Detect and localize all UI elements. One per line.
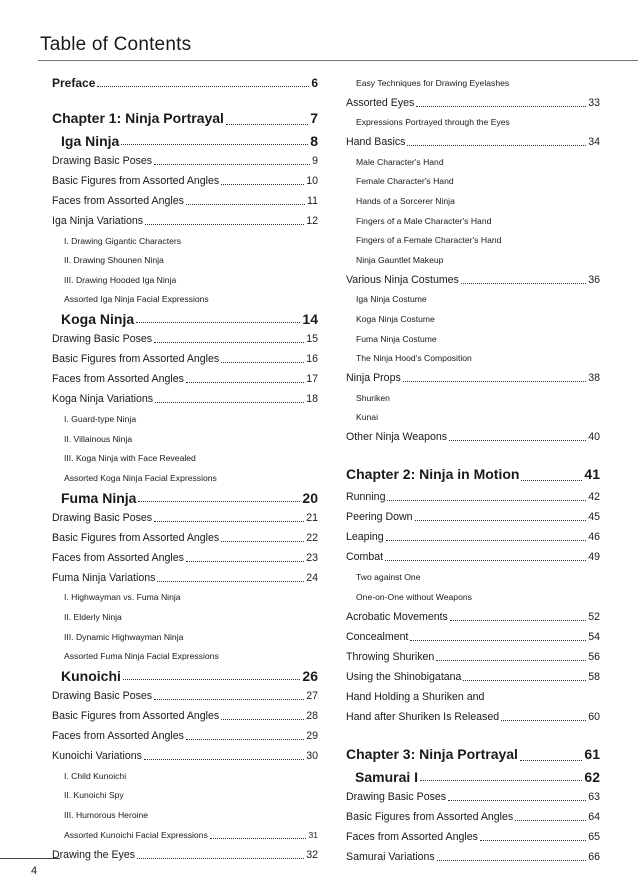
toc-entry-label: Fingers of a Female Character's Hand — [356, 235, 502, 246]
toc-entry-label: Kunoichi — [61, 668, 121, 685]
toc-entry — [346, 807, 600, 827]
dot-leader — [186, 560, 304, 562]
dot-leader — [385, 559, 586, 561]
toc-entry-page: 45 — [588, 511, 600, 524]
dot-leader — [449, 439, 586, 441]
dot-leader — [138, 500, 300, 502]
toc-entry-page: 7 — [310, 110, 318, 126]
toc-entry — [52, 508, 318, 528]
toc-entry-label: I. Child Kunoichi — [64, 770, 127, 781]
toc-entry-page: 33 — [588, 96, 600, 109]
toc-entry-label: Koga Ninja Costume — [356, 313, 435, 324]
dot-leader — [461, 282, 586, 284]
toc-entry-label: Basic Figures from Assorted Angles — [346, 810, 514, 823]
toc-entry — [346, 172, 600, 192]
toc-entry-page: 28 — [306, 710, 318, 723]
toc-entry-label: Drawing Basic Poses — [52, 690, 153, 703]
toc-entry — [52, 528, 318, 548]
toc-entry-page: 34 — [588, 136, 600, 149]
toc-entry — [52, 746, 318, 766]
toc-entry — [346, 250, 600, 270]
toc-entry-label: Fuma Ninja — [61, 489, 137, 506]
toc-entry — [52, 488, 318, 508]
toc-entry — [346, 587, 600, 607]
dot-leader — [154, 341, 304, 343]
toc-entry — [346, 211, 600, 231]
toc-entry — [52, 329, 318, 349]
dot-leader — [386, 539, 586, 541]
dot-leader — [186, 738, 304, 740]
toc-entry — [346, 270, 600, 290]
toc-entry-page: 66 — [588, 850, 600, 863]
toc-left-column — [52, 73, 318, 865]
dot-leader — [480, 839, 586, 841]
toc-right-column — [346, 73, 600, 867]
toc-entry-label: Easy Techniques for Drawing Eyelashes — [356, 77, 510, 88]
dot-leader — [420, 779, 582, 781]
toc-entry-page: 8 — [310, 133, 318, 149]
toc-entry-label: Hand Holding a Shuriken and — [346, 690, 485, 703]
toc-entry — [52, 548, 318, 568]
dot-leader — [448, 799, 586, 801]
toc-entry-page: 23 — [306, 551, 318, 564]
toc-entry-label: Preface — [52, 76, 96, 90]
dot-leader — [154, 698, 304, 700]
toc-entry — [346, 290, 600, 310]
toc-entry — [52, 211, 318, 231]
toc-entry-label: Iga Ninja Costume — [356, 294, 427, 305]
toc-entry-label: Throwing Shuriken — [346, 650, 435, 663]
toc-entry-label: Fuma Ninja Variations — [52, 571, 156, 584]
toc-entry — [52, 270, 318, 290]
toc-entry-label: Male Character's Hand — [356, 156, 444, 167]
toc-entry-label: Combat — [346, 551, 384, 564]
toc-entry — [52, 389, 318, 409]
toc-entry — [346, 647, 600, 667]
dot-leader — [145, 223, 304, 225]
toc-entry-label: I. Guard-type Ninja — [64, 413, 137, 424]
toc-entry-label: Faces from Assorted Angles — [346, 830, 478, 843]
toc-entry — [52, 151, 318, 171]
toc-entry-label: Koga Ninja — [61, 311, 135, 328]
toc-entry-label: Kunoichi Variations — [52, 750, 142, 763]
toc-entry-label: Leaping — [346, 531, 384, 544]
toc-entry — [346, 687, 600, 707]
toc-entry-page: 27 — [306, 690, 318, 703]
toc-entry — [346, 231, 600, 251]
toc-entry-label: Assorted Fuma Ninja Facial Expressions — [64, 651, 219, 662]
toc-entry-page: 26 — [302, 668, 318, 685]
toc-entry-label: Kunai — [356, 412, 378, 423]
toc-entry — [52, 845, 318, 865]
toc-entry-page: 14 — [302, 311, 318, 328]
dot-leader — [136, 321, 300, 323]
toc-entry — [52, 588, 318, 608]
dot-leader — [416, 105, 586, 107]
toc-entry — [52, 290, 318, 310]
toc-entry-label: Chapter 2: Ninja in Motion — [346, 466, 520, 483]
dot-leader — [436, 659, 586, 661]
toc-entry-page: 49 — [588, 551, 600, 564]
toc-entry — [52, 686, 318, 706]
toc-entry-label: Assorted Koga Ninja Facial Expressions — [64, 472, 217, 483]
toc-entry-label: Fuma Ninja Costume — [356, 333, 437, 344]
toc-entry-page: 41 — [584, 466, 600, 483]
toc-entry-label: II. Villainous Ninja — [64, 433, 133, 444]
toc-entry — [346, 388, 600, 408]
dot-leader — [154, 520, 304, 522]
toc-entry-page: 24 — [306, 571, 318, 584]
toc-entry — [52, 309, 318, 329]
toc-entry-label: Basic Figures from Assorted Angles — [52, 710, 220, 723]
toc-entry — [52, 171, 318, 191]
toc-entry-page: 46 — [588, 531, 600, 544]
toc-entry — [346, 487, 600, 507]
toc-entry-page: 22 — [306, 531, 318, 544]
toc-entry-label: Drawing Basic Poses — [52, 155, 153, 167]
toc-entry — [346, 547, 600, 567]
toc-entry — [346, 527, 600, 547]
toc-entry-page: 56 — [588, 650, 600, 663]
dot-leader — [403, 380, 586, 382]
page-title: Table of Contents — [40, 34, 192, 55]
toc-entry — [52, 409, 318, 429]
toc-entry-page: 15 — [306, 333, 318, 346]
toc-entry — [52, 766, 318, 786]
toc-entry-label: Assorted Iga Ninja Facial Expressions — [64, 294, 209, 305]
toc-entry — [346, 507, 600, 527]
toc-entry-page: 40 — [588, 431, 600, 444]
dot-leader — [137, 857, 304, 859]
toc-entry-label: I. Drawing Gigantic Characters — [64, 235, 182, 246]
toc-entry-page: 11 — [307, 195, 318, 207]
dot-leader — [520, 759, 582, 761]
toc-entry — [346, 827, 600, 847]
toc-entry — [52, 627, 318, 647]
dot-leader — [515, 819, 586, 821]
toc-entry-page: 29 — [306, 730, 318, 743]
toc-entry-label: Hands of a Sorcerer Ninja — [356, 195, 455, 206]
toc-entry — [52, 726, 318, 746]
toc-entry-label: Hand after Shuriken Is Released — [346, 710, 500, 723]
toc-entry-page: 54 — [588, 630, 600, 643]
dot-leader — [155, 401, 304, 403]
toc-entry-label: III. Drawing Hooded Iga Ninja — [64, 274, 177, 285]
toc-entry-label: Basic Figures from Assorted Angles — [52, 175, 220, 187]
toc-entry — [346, 368, 600, 388]
toc-entry — [52, 825, 318, 845]
toc-entry-label: Peering Down — [346, 511, 413, 524]
toc-entry — [346, 132, 600, 152]
dot-leader — [463, 679, 586, 681]
dot-leader — [221, 361, 304, 363]
toc-entry — [346, 427, 600, 447]
toc-entry — [52, 429, 318, 449]
toc-entry-page: 42 — [588, 491, 600, 504]
toc-entry-label: II. Elderly Ninja — [64, 611, 122, 622]
toc-entry — [346, 787, 600, 807]
toc-entry-label: One-on-One without Weapons — [356, 591, 472, 602]
toc-entry — [52, 468, 318, 488]
title-rule — [38, 60, 638, 61]
dot-leader — [221, 183, 304, 185]
toc-entry-label: Shuriken — [356, 392, 390, 403]
dot-leader — [407, 144, 586, 146]
toc-entry — [346, 73, 600, 93]
toc-entry-label: Koga Ninja Variations — [52, 393, 154, 406]
toc-entry-label: Expressions Portrayed through the Eyes — [356, 117, 510, 128]
toc-entry-label: Drawing the Eyes — [52, 848, 136, 861]
toc-entry-page: 63 — [588, 790, 600, 803]
dot-leader — [521, 479, 582, 481]
toc-entry-page: 16 — [306, 353, 318, 366]
toc-entry — [346, 667, 600, 687]
page-number-footer — [0, 858, 60, 877]
toc-entry-page: 21 — [306, 511, 318, 524]
dot-leader — [144, 758, 304, 760]
toc-entry — [346, 93, 600, 113]
toc-entry-label: Assorted Kunoichi Facial Expressions — [64, 829, 208, 840]
toc-entry-label: III. Humorous Heroine — [64, 809, 149, 820]
toc-entry — [52, 449, 318, 469]
toc-entry-label: Fingers of a Male Character's Hand — [356, 215, 492, 226]
toc-entry-page: 10 — [306, 175, 318, 187]
page-number: 4 — [31, 865, 38, 877]
toc-entry-label: Drawing Basic Poses — [52, 511, 153, 524]
toc-entry — [52, 251, 318, 271]
dot-leader — [157, 580, 304, 582]
dot-leader — [221, 718, 304, 720]
toc-entry-label: Chapter 3: Ninja Portrayal — [346, 745, 518, 762]
dot-leader — [450, 619, 586, 621]
toc-entry-page: 60 — [588, 710, 600, 723]
dot-leader — [210, 837, 307, 839]
toc-entry-page: 38 — [588, 372, 600, 385]
toc-entry-page: 6 — [311, 76, 318, 90]
toc-entry-page: 58 — [588, 670, 600, 683]
toc-entry-page: 36 — [588, 273, 600, 286]
toc-entry-page: 12 — [306, 215, 318, 227]
toc-entry-label: Basic Figures from Assorted Angles — [52, 531, 220, 544]
toc-entry — [52, 73, 318, 93]
dot-leader — [387, 499, 586, 501]
toc-entry-label: Acrobatic Movements — [346, 610, 448, 623]
toc-entry-label: Using the Shinobigatana — [346, 670, 462, 683]
toc-entry-label: Two against One — [356, 571, 421, 582]
toc-entry-label: II. Drawing Shounen Ninja — [64, 255, 164, 266]
toc-entry — [346, 847, 600, 867]
dot-leader — [186, 381, 304, 383]
toc-entry-label: Drawing Basic Poses — [52, 333, 153, 346]
dot-leader — [123, 678, 301, 680]
toc-entry-page: 9 — [312, 155, 318, 167]
dot-leader — [221, 540, 304, 542]
toc-entry-label: Female Character's Hand — [356, 176, 454, 187]
toc-entry — [346, 329, 600, 349]
toc-entry — [52, 607, 318, 627]
toc-entry-label: I. Highwayman vs. Fuma Ninja — [64, 592, 181, 603]
toc-entry-label: Faces from Assorted Angles — [52, 730, 184, 743]
toc-entry-label: Basic Figures from Assorted Angles — [52, 353, 220, 366]
toc-entry-page: 20 — [302, 489, 318, 506]
toc-entry-label: The Ninja Hood's Composition — [356, 353, 472, 364]
toc-entry-page: 31 — [308, 829, 318, 840]
toc-entry-label: II. Kunoichi Spy — [64, 790, 124, 801]
toc-entry-label: III. Koga Ninja with Face Revealed — [64, 453, 196, 464]
toc-entry-label: Iga Ninja Variations — [52, 215, 144, 227]
toc-entry — [52, 568, 318, 588]
toc-entry-label: Iga Ninja — [61, 133, 120, 149]
toc-entry-page: 32 — [306, 848, 318, 861]
toc-entry-label: Hand Basics — [346, 136, 406, 149]
toc-entry-page: 64 — [588, 810, 600, 823]
toc-entry — [346, 767, 600, 787]
toc-entry-label: Faces from Assorted Angles — [52, 195, 184, 207]
toc-entry-label: Faces from Assorted Angles — [52, 373, 184, 386]
dot-leader — [437, 859, 586, 861]
toc-entry — [346, 461, 600, 487]
toc-entry-label: Drawing Basic Poses — [346, 790, 447, 803]
toc-entry-label: Concealment — [346, 630, 409, 643]
toc-entry-label: Assorted Eyes — [346, 96, 415, 109]
dot-leader — [415, 519, 587, 521]
dot-leader — [186, 203, 305, 205]
toc-entry — [52, 647, 318, 667]
toc-entry — [346, 152, 600, 172]
toc-entry — [346, 707, 600, 727]
toc-entry-page: 61 — [584, 745, 600, 762]
toc-entry-label: Ninja Gauntlet Makeup — [356, 254, 444, 265]
toc-entry-page: 65 — [588, 830, 600, 843]
dot-leader — [501, 719, 586, 721]
toc-entry-page: 52 — [588, 610, 600, 623]
toc-entry — [52, 786, 318, 806]
toc-entry-label: Ninja Props — [346, 372, 401, 385]
toc-entry — [346, 627, 600, 647]
toc-entry — [346, 113, 600, 133]
toc-entry — [52, 105, 318, 131]
toc-entry-page: 62 — [584, 768, 600, 785]
toc-entry — [346, 741, 600, 767]
toc-entry — [346, 607, 600, 627]
toc-entry — [346, 309, 600, 329]
toc-entry — [52, 231, 318, 251]
dot-leader — [121, 143, 308, 145]
dot-leader — [410, 639, 586, 641]
toc-entry-page: 30 — [306, 750, 318, 763]
toc-entry — [346, 408, 600, 428]
toc-entry-page: 18 — [306, 393, 318, 406]
toc-entry-label: Various Ninja Costumes — [346, 273, 459, 286]
toc-entry — [52, 349, 318, 369]
toc-entry — [52, 805, 318, 825]
toc-entry — [52, 131, 318, 151]
toc-entry — [52, 666, 318, 686]
toc-entry — [52, 191, 318, 211]
toc-entry-label: Chapter 1: Ninja Portrayal — [52, 110, 224, 126]
toc-entry — [52, 706, 318, 726]
dot-leader — [226, 123, 308, 125]
toc-entry — [346, 349, 600, 369]
toc-entry-label: Samurai I — [355, 768, 419, 785]
toc-entry-label: Faces from Assorted Angles — [52, 551, 184, 564]
toc-entry — [52, 369, 318, 389]
toc-entry — [346, 567, 600, 587]
toc-entry-label: Other Ninja Weapons — [346, 431, 448, 444]
toc-entry-label: Samurai Variations — [346, 850, 435, 863]
dot-leader — [154, 163, 310, 165]
toc-entry-label: III. Dynamic Highwayman Ninja — [64, 631, 184, 642]
dot-leader — [97, 85, 309, 87]
toc-entry-page: 17 — [306, 373, 318, 386]
toc-entry-label: Running — [346, 491, 386, 504]
toc-entry — [346, 191, 600, 211]
